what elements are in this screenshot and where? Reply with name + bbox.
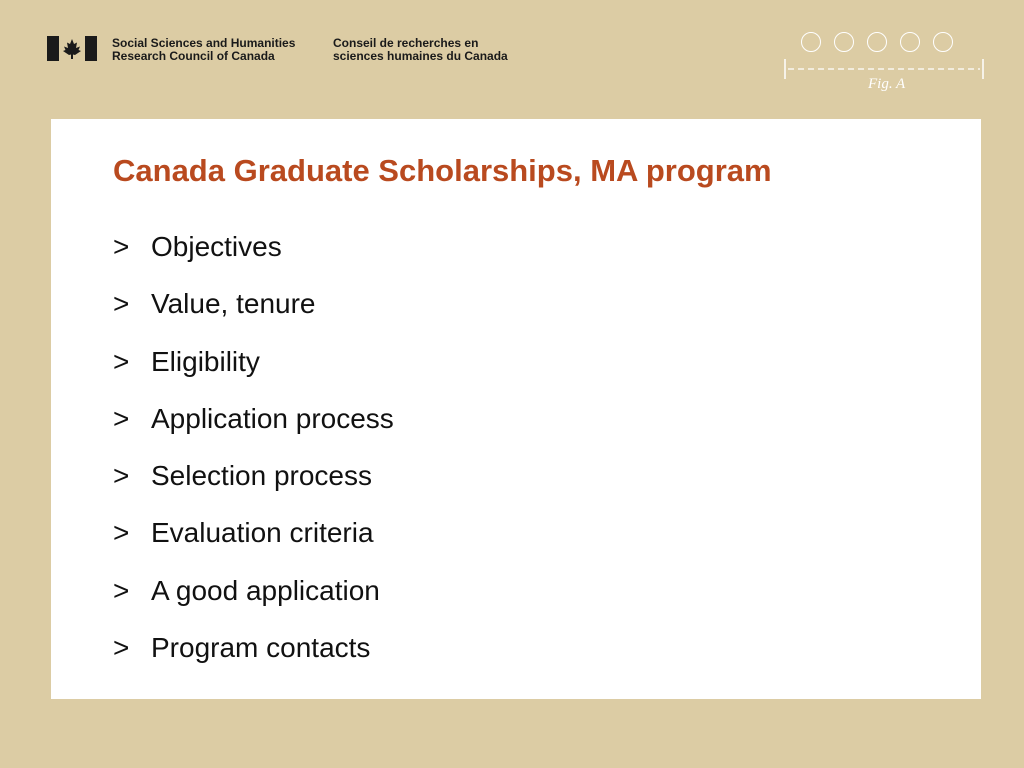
- list-item: [113, 231, 394, 288]
- org-name-french: [333, 37, 508, 63]
- bullet-arrow: >: [113, 288, 130, 320]
- list-item-label: Evaluation criteria: [151, 517, 374, 549]
- list-item: [113, 632, 394, 689]
- list-item-label: Eligibility: [151, 345, 260, 377]
- bullet-arrow: >: [113, 345, 130, 377]
- circle-icon: [801, 32, 821, 52]
- org-name-english-line-1: Social Sciences and Humanities: [112, 36, 296, 50]
- circle-icon: [867, 32, 887, 52]
- bullet-arrow: >: [113, 632, 130, 664]
- fig-decoration: [784, 32, 984, 102]
- org-name-english: [112, 37, 295, 63]
- list-item-label: Selection process: [151, 460, 373, 492]
- bullet-arrow: >: [113, 460, 130, 492]
- list-item-label: Program contacts: [151, 632, 371, 664]
- org-name-french-line-2: sciences humaines du Canada: [333, 49, 508, 63]
- list-item: [113, 288, 394, 345]
- circle-icon: [900, 32, 920, 52]
- topic-list: [113, 231, 394, 689]
- list-item: [113, 346, 394, 403]
- circle-icon: [933, 32, 953, 52]
- content-panel: [51, 119, 981, 699]
- org-name-english-line-2: Research Council of Canada: [112, 49, 275, 63]
- list-item-label: Objectives: [151, 231, 282, 262]
- slide-header: [0, 0, 1024, 118]
- list-item-label: Value, tenure: [151, 288, 316, 320]
- bullet-arrow: >: [113, 402, 130, 434]
- bullet-arrow: >: [113, 574, 130, 606]
- list-item: [113, 403, 394, 460]
- slide-title: Canada Graduate Scholarships, MA program: [113, 153, 772, 188]
- bullet-arrow: >: [113, 517, 130, 549]
- list-item: [113, 575, 394, 632]
- list-item-label: A good application: [151, 574, 380, 606]
- bullet-arrow: >: [113, 231, 130, 262]
- list-item-label: Application process: [151, 402, 394, 434]
- circle-icon: [834, 32, 854, 52]
- list-item: [113, 517, 394, 574]
- canada-flag-icon: [47, 36, 97, 61]
- list-item: [113, 460, 394, 517]
- fig-label: Fig. A: [868, 76, 906, 92]
- org-name-french-line-1: Conseil de recherches en: [333, 36, 479, 50]
